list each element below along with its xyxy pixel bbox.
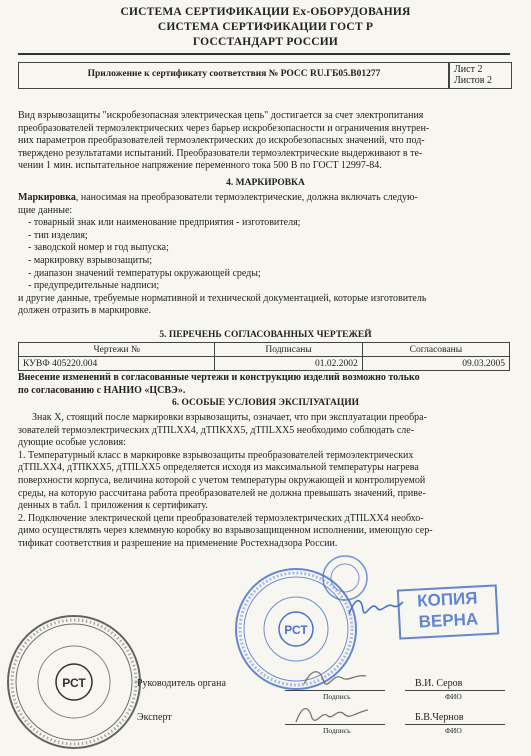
marking-tail-line: и другие данные, требуемые нормативной и технической документацией, которые изготовитель: [18, 292, 427, 304]
list-item: - товарный знак или наименование предприятия - изготовителя;: [28, 217, 301, 229]
blue-signature-icon: [345, 590, 405, 624]
intro-line: тверждено результатами испытаний. Преобразователи термоэлектрические выдерживают в те-: [18, 147, 423, 159]
list-item: - маркировку взрывозащиты;: [28, 254, 153, 266]
signature-1-icon: [300, 664, 370, 692]
list-item: - заводской номер и год выпуска;: [28, 242, 169, 254]
header-line-2: СИСТЕМА СЕРТИФИКАЦИИ ГОСТ Р: [157, 21, 374, 33]
table-header: Подписаны: [215, 343, 362, 357]
condition-line: Знак X, стоящий после маркировки взрывозащиты, означает, что при эксплуатации преобра-: [32, 412, 427, 423]
pct-mark-text: РСТ: [284, 623, 308, 637]
condition-line: дТПLXX4, дТПКXX5, дТПLXX5 определяется исходя из максимальной температуры нагрева: [18, 462, 419, 474]
note-line: Внесение изменений в согласованные чертежи и конструкцию изделий возможно только: [18, 372, 420, 383]
note-line: по согласованию с НАНИО «ЦСВЭ».: [18, 384, 186, 396]
role-expert: Эксперт: [137, 712, 172, 723]
header-line-1: СИСТЕМА СЕРТИФИКАЦИИ Ex-ОБОРУДОВАНИЯ: [120, 6, 411, 18]
section-6-title: 6. ОСОБЫЕ УСЛОВИЯ ЭКСПЛУАТАЦИИ: [171, 398, 360, 408]
copy-stamp-line1: КОПИЯ: [416, 588, 478, 611]
marking-tail-line: должен отразить в маркировке.: [18, 305, 151, 317]
copy-true-stamp: [397, 584, 499, 639]
fio-line: [405, 724, 505, 725]
signature-2-icon: [292, 700, 372, 728]
table-header: Чертежи №: [19, 343, 215, 357]
fio-caption: ФИО: [445, 692, 462, 701]
role-head-of-organ: Руководитель органа: [137, 678, 226, 689]
marking-lead-line2: щие данные:: [18, 204, 73, 216]
condition-line: зователей термоэлектрических дТПLXX4, дТПКXX5, дТПLXX5 необходимо соблюдать сле-: [18, 424, 415, 436]
condition-line: поверхности корпуса, величина которой с учетом температуры окружающей и контролируемой: [18, 474, 426, 486]
header-line-3: ГОССТАНДАРТ РОССИИ: [192, 36, 339, 48]
marking-list: [18, 217, 510, 293]
annex-title: Приложение к сертификату соответствия № РОСС RU.ГБ05.В01277: [87, 69, 381, 79]
marking-lead-text: , наносимая на преобразователи термоэлектрические, должна включать следую-: [75, 192, 418, 203]
table-cell: 01.02.2002: [215, 357, 362, 371]
sheet-number: Лист 2: [454, 64, 483, 75]
condition-line: денных в табл. 1 приложения к сертификату.: [18, 500, 208, 512]
condition-line: тификат соответствия и разрешение на применение Ростехнадзора России.: [18, 537, 338, 549]
sign-caption: Подпись: [323, 726, 351, 735]
condition-line: 1. Температурный класс в маркировке взрывозащиты преобразователей термоэлектрических: [18, 449, 414, 461]
table-header: Согласованы: [362, 343, 509, 357]
sheet-count: Листов 2: [454, 75, 493, 86]
condition-line: димо осуществлять через клеммную коробку во взрывозащищенном исполнении, имеющую сер-: [18, 525, 433, 537]
condition-line: дующие особые условия:: [18, 437, 126, 449]
list-item: - предупредительные надписи;: [28, 280, 160, 292]
intro-paragraph: [18, 110, 510, 173]
section-4-body: [18, 192, 510, 318]
condition-line: среды, на которую рассчитана работа преобразователей не должна превышать значений, приве-: [18, 487, 426, 499]
pct-black-mark-icon: [56, 664, 92, 700]
sign-caption: Подпись: [323, 692, 351, 701]
list-item: - диапазон значений температуры окружающей среды;: [28, 267, 261, 279]
pct-black-mark-text: РСТ: [62, 676, 86, 690]
intro-line: Вид взрывозащиты "искробезопасная электрическая цепь" достигается за счет электропитания: [18, 110, 424, 121]
fio-caption: ФИО: [445, 726, 462, 735]
list-item: - тип изделия;: [28, 229, 88, 241]
table-cell: КУВФ 405220.004: [19, 357, 215, 371]
annex-title-box: [18, 62, 450, 89]
table-header-row: [19, 343, 510, 357]
condition-line: 2. Подключение электрической цепи преобразователей термоэлектрических дТПLXX4 необхо-: [18, 512, 424, 524]
section-5-title: 5. ПЕРЕЧЕНЬ СОГЛАСОВАННЫХ ЧЕРТЕЖЕЙ: [159, 330, 372, 340]
intro-line: чении 1 мин. испытательное напряжение переменного тока 500 В по ГОСТ 12997-84.: [18, 160, 382, 172]
name-head-of-organ: В.И. Серов: [415, 678, 463, 689]
table-row: [19, 357, 510, 371]
fio-line: [405, 690, 505, 691]
drawings-table: [18, 342, 510, 371]
intro-line: преобразователей термоэлектрических через барьер искробезопасности и ограничения внутрен-: [18, 122, 430, 134]
intro-line: них параметров преобразователей термоэлектрических до искробезопасных значений, что под-: [18, 135, 425, 147]
header-rule: [18, 53, 510, 55]
sheet-box: [448, 62, 512, 89]
section-6-body: [18, 412, 510, 551]
drawings-note: [18, 372, 510, 397]
black-seal-stamp: [4, 612, 144, 752]
table-cell: 09.03.2005: [362, 357, 509, 371]
marking-lead-bold: Маркировка: [18, 192, 76, 203]
name-expert: Б.В.Чернов: [415, 712, 464, 723]
section-4-title: 4. МАРКИРОВКА: [226, 178, 305, 188]
pct-mark-icon: [279, 612, 313, 646]
copy-stamp-line2: ВЕРНА: [418, 609, 479, 632]
